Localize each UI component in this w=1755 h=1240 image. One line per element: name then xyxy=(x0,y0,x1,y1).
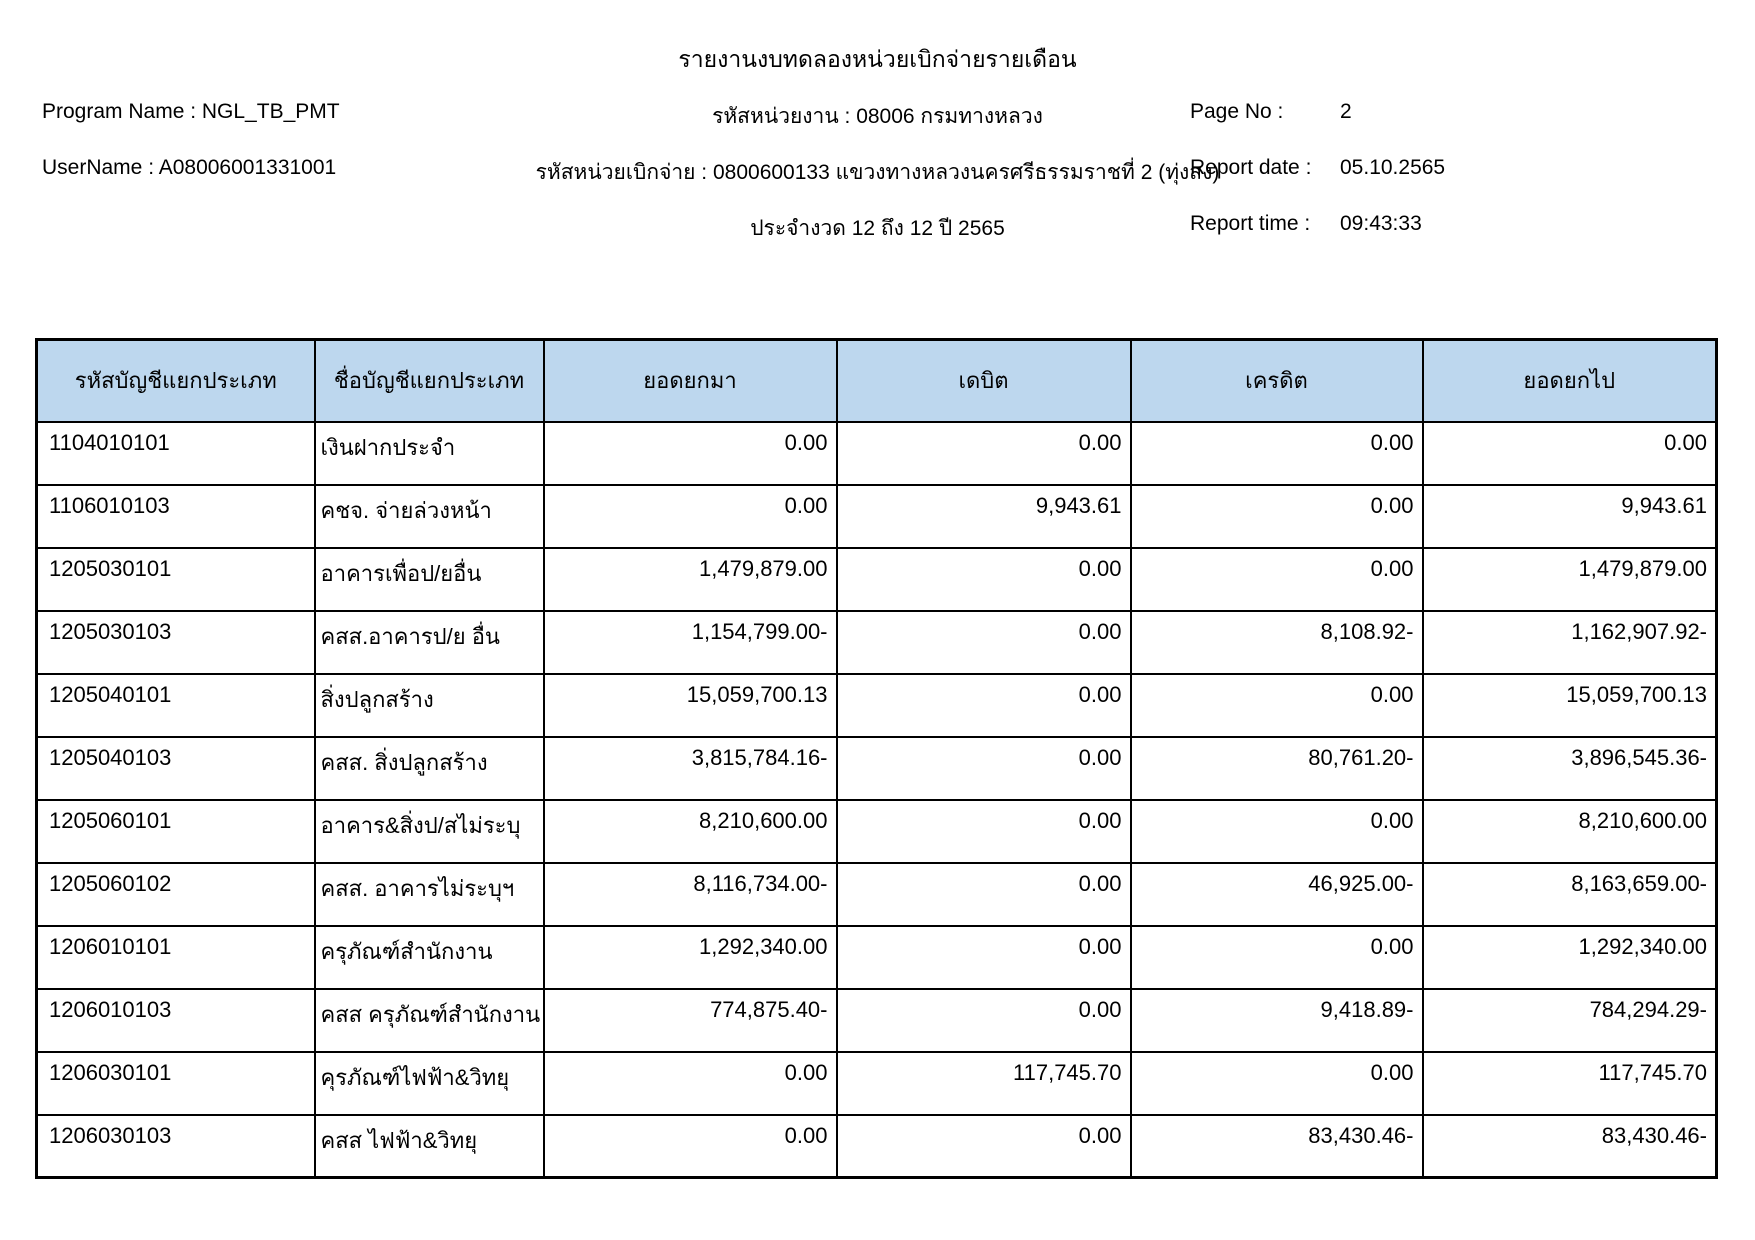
credit-cell: 9,418.89- xyxy=(1131,989,1423,1052)
debit-cell: 0.00 xyxy=(837,800,1131,863)
account-name-cell: อาคารเพื่อป/ยอื่น xyxy=(315,548,544,611)
account-name-cell: คุรภัณฑ์ไฟฟ้า&วิทยุ xyxy=(315,1052,544,1115)
balance-brought-forward-cell: 0.00 xyxy=(544,1052,837,1115)
balance-carried-forward-cell: 8,163,659.00- xyxy=(1423,863,1717,926)
debit-cell: 0.00 xyxy=(837,422,1131,485)
column-header-balance-brought-forward: ยอดยกมา xyxy=(544,340,837,422)
period-line: ประจำงวด 12 ถึง 12 ปี 2565 xyxy=(750,217,1005,240)
balance-brought-forward-cell: 3,815,784.16- xyxy=(544,737,837,800)
debit-cell: 9,943.61 xyxy=(837,485,1131,548)
program-name: Program Name : NGL_TB_PMT xyxy=(42,100,340,123)
account-name-cell: ครุภัณฑ์สำนักงาน xyxy=(315,926,544,989)
balance-brought-forward-cell: 1,479,879.00 xyxy=(544,548,837,611)
table-row xyxy=(37,800,1717,863)
account-code-cell: 1205060102 xyxy=(37,863,315,926)
credit-cell: 0.00 xyxy=(1131,548,1423,611)
page-title: รายงานงบทดลองหน่วยเบิกจ่ายรายเดือน xyxy=(678,46,1077,72)
balance-brought-forward-cell: 1,154,799.00- xyxy=(544,611,837,674)
account-name-cell: คสส ครุภัณฑ์สำนักงาน xyxy=(315,989,544,1052)
debit-cell: 0.00 xyxy=(837,548,1131,611)
column-header-account-name: ชื่อบัญชีแยกประเภท xyxy=(315,340,544,422)
balance-brought-forward-cell: 0.00 xyxy=(544,1115,837,1178)
balance-carried-forward-cell: 1,479,879.00 xyxy=(1423,548,1717,611)
credit-cell: 0.00 xyxy=(1131,674,1423,737)
credit-cell: 8,108.92- xyxy=(1131,611,1423,674)
account-code-cell: 1205060101 xyxy=(37,800,315,863)
balance-brought-forward-cell: 0.00 xyxy=(544,485,837,548)
agency-code: รหัสหน่วยงาน : 08006 กรมทางหลวง xyxy=(712,105,1043,128)
credit-cell: 0.00 xyxy=(1131,926,1423,989)
credit-cell: 0.00 xyxy=(1131,422,1423,485)
credit-cell: 46,925.00- xyxy=(1131,863,1423,926)
balance-carried-forward-cell: 1,292,340.00 xyxy=(1423,926,1717,989)
table-row xyxy=(37,926,1717,989)
credit-cell: 0.00 xyxy=(1131,1052,1423,1115)
account-name-cell: คสส. สิ่งปลูกสร้าง xyxy=(315,737,544,800)
account-code-cell: 1205030103 xyxy=(37,611,315,674)
debit-cell: 117,745.70 xyxy=(837,1052,1131,1115)
report-date-value: 05.10.2565 xyxy=(1340,156,1446,179)
table-row xyxy=(37,422,1717,485)
balance-carried-forward-cell: 8,210,600.00 xyxy=(1423,800,1717,863)
balance-carried-forward-cell: 15,059,700.13 xyxy=(1423,674,1717,737)
table-row xyxy=(37,611,1717,674)
account-name-cell: อาคาร&สิ่งป/สไม่ระบุ xyxy=(315,800,544,863)
column-header-debit: เดบิต xyxy=(837,340,1131,422)
credit-cell: 0.00 xyxy=(1131,800,1423,863)
table-row xyxy=(37,863,1717,926)
balance-carried-forward-cell: 83,430.46- xyxy=(1423,1115,1717,1178)
debit-cell: 0.00 xyxy=(837,989,1131,1052)
table-row xyxy=(37,989,1717,1052)
account-code-cell: 1104010101 xyxy=(37,422,315,485)
balance-carried-forward-cell: 9,943.61 xyxy=(1423,485,1717,548)
balance-brought-forward-cell: 1,292,340.00 xyxy=(544,926,837,989)
account-name-cell: คสส.อาคารป/ย อื่น xyxy=(315,611,544,674)
balance-carried-forward-cell: 1,162,907.92- xyxy=(1423,611,1717,674)
account-code-cell: 1106010103 xyxy=(37,485,315,548)
table-row xyxy=(37,548,1717,611)
debit-cell: 0.00 xyxy=(837,611,1131,674)
trial-balance-table xyxy=(35,338,1718,1179)
table-row xyxy=(37,1115,1717,1178)
account-code-cell: 1206010103 xyxy=(37,989,315,1052)
balance-brought-forward-cell: 15,059,700.13 xyxy=(544,674,837,737)
balance-carried-forward-cell: 784,294.29- xyxy=(1423,989,1717,1052)
column-header-balance-carried-forward: ยอดยกไป xyxy=(1423,340,1717,422)
balance-brought-forward-cell: 8,116,734.00- xyxy=(544,863,837,926)
debit-cell: 0.00 xyxy=(837,674,1131,737)
credit-cell: 0.00 xyxy=(1131,485,1423,548)
credit-cell: 83,430.46- xyxy=(1131,1115,1423,1178)
account-name-cell: เงินฝากประจำ xyxy=(315,422,544,485)
debit-cell: 0.00 xyxy=(837,1115,1131,1178)
table-row xyxy=(37,485,1717,548)
report-date-label: Report date : xyxy=(1190,156,1312,179)
debit-cell: 0.00 xyxy=(837,863,1131,926)
table-row xyxy=(37,674,1717,737)
username: UserName : A08006001331001 xyxy=(42,156,337,179)
table-row xyxy=(37,737,1717,800)
account-code-cell: 1206030103 xyxy=(37,1115,315,1178)
credit-cell: 80,761.20- xyxy=(1131,737,1423,800)
table-row xyxy=(37,1052,1717,1115)
balance-brought-forward-cell: 8,210,600.00 xyxy=(544,800,837,863)
balance-carried-forward-cell: 3,896,545.36- xyxy=(1423,737,1717,800)
account-name-cell: คสส. อาคารไม่ระบุฯ xyxy=(315,863,544,926)
debit-cell: 0.00 xyxy=(837,926,1131,989)
column-header-account-code: รหัสบัญชีแยกประเภท xyxy=(37,340,315,422)
account-code-cell: 1205040101 xyxy=(37,674,315,737)
account-code-cell: 1205040103 xyxy=(37,737,315,800)
table-header-row xyxy=(37,340,1717,422)
page-no-value: 2 xyxy=(1340,100,1352,123)
debit-cell: 0.00 xyxy=(837,737,1131,800)
page-no-label: Page No : xyxy=(1190,100,1284,123)
balance-brought-forward-cell: 774,875.40- xyxy=(544,989,837,1052)
report-time-value: 09:43:33 xyxy=(1340,212,1422,235)
account-code-cell: 1206010101 xyxy=(37,926,315,989)
column-header-credit: เครดิต xyxy=(1131,340,1423,422)
account-name-cell: สิ่งปลูกสร้าง xyxy=(315,674,544,737)
account-code-cell: 1206030101 xyxy=(37,1052,315,1115)
account-name-cell: คสส ไฟฟ้า&วิทยุ xyxy=(315,1115,544,1178)
table-body xyxy=(37,422,1717,1178)
account-name-cell: คชจ. จ่ายล่วงหน้า xyxy=(315,485,544,548)
disbursement-unit-code: รหัสหน่วยเบิกจ่าย : 0800600133 แขวงทางหลวงนครศรีธรรมราชที่ 2 (ทุ่งสง) xyxy=(535,161,1220,184)
report-time-label: Report time : xyxy=(1190,212,1311,235)
balance-carried-forward-cell: 0.00 xyxy=(1423,422,1717,485)
balance-brought-forward-cell: 0.00 xyxy=(544,422,837,485)
account-code-cell: 1205030101 xyxy=(37,548,315,611)
balance-carried-forward-cell: 117,745.70 xyxy=(1423,1052,1717,1115)
